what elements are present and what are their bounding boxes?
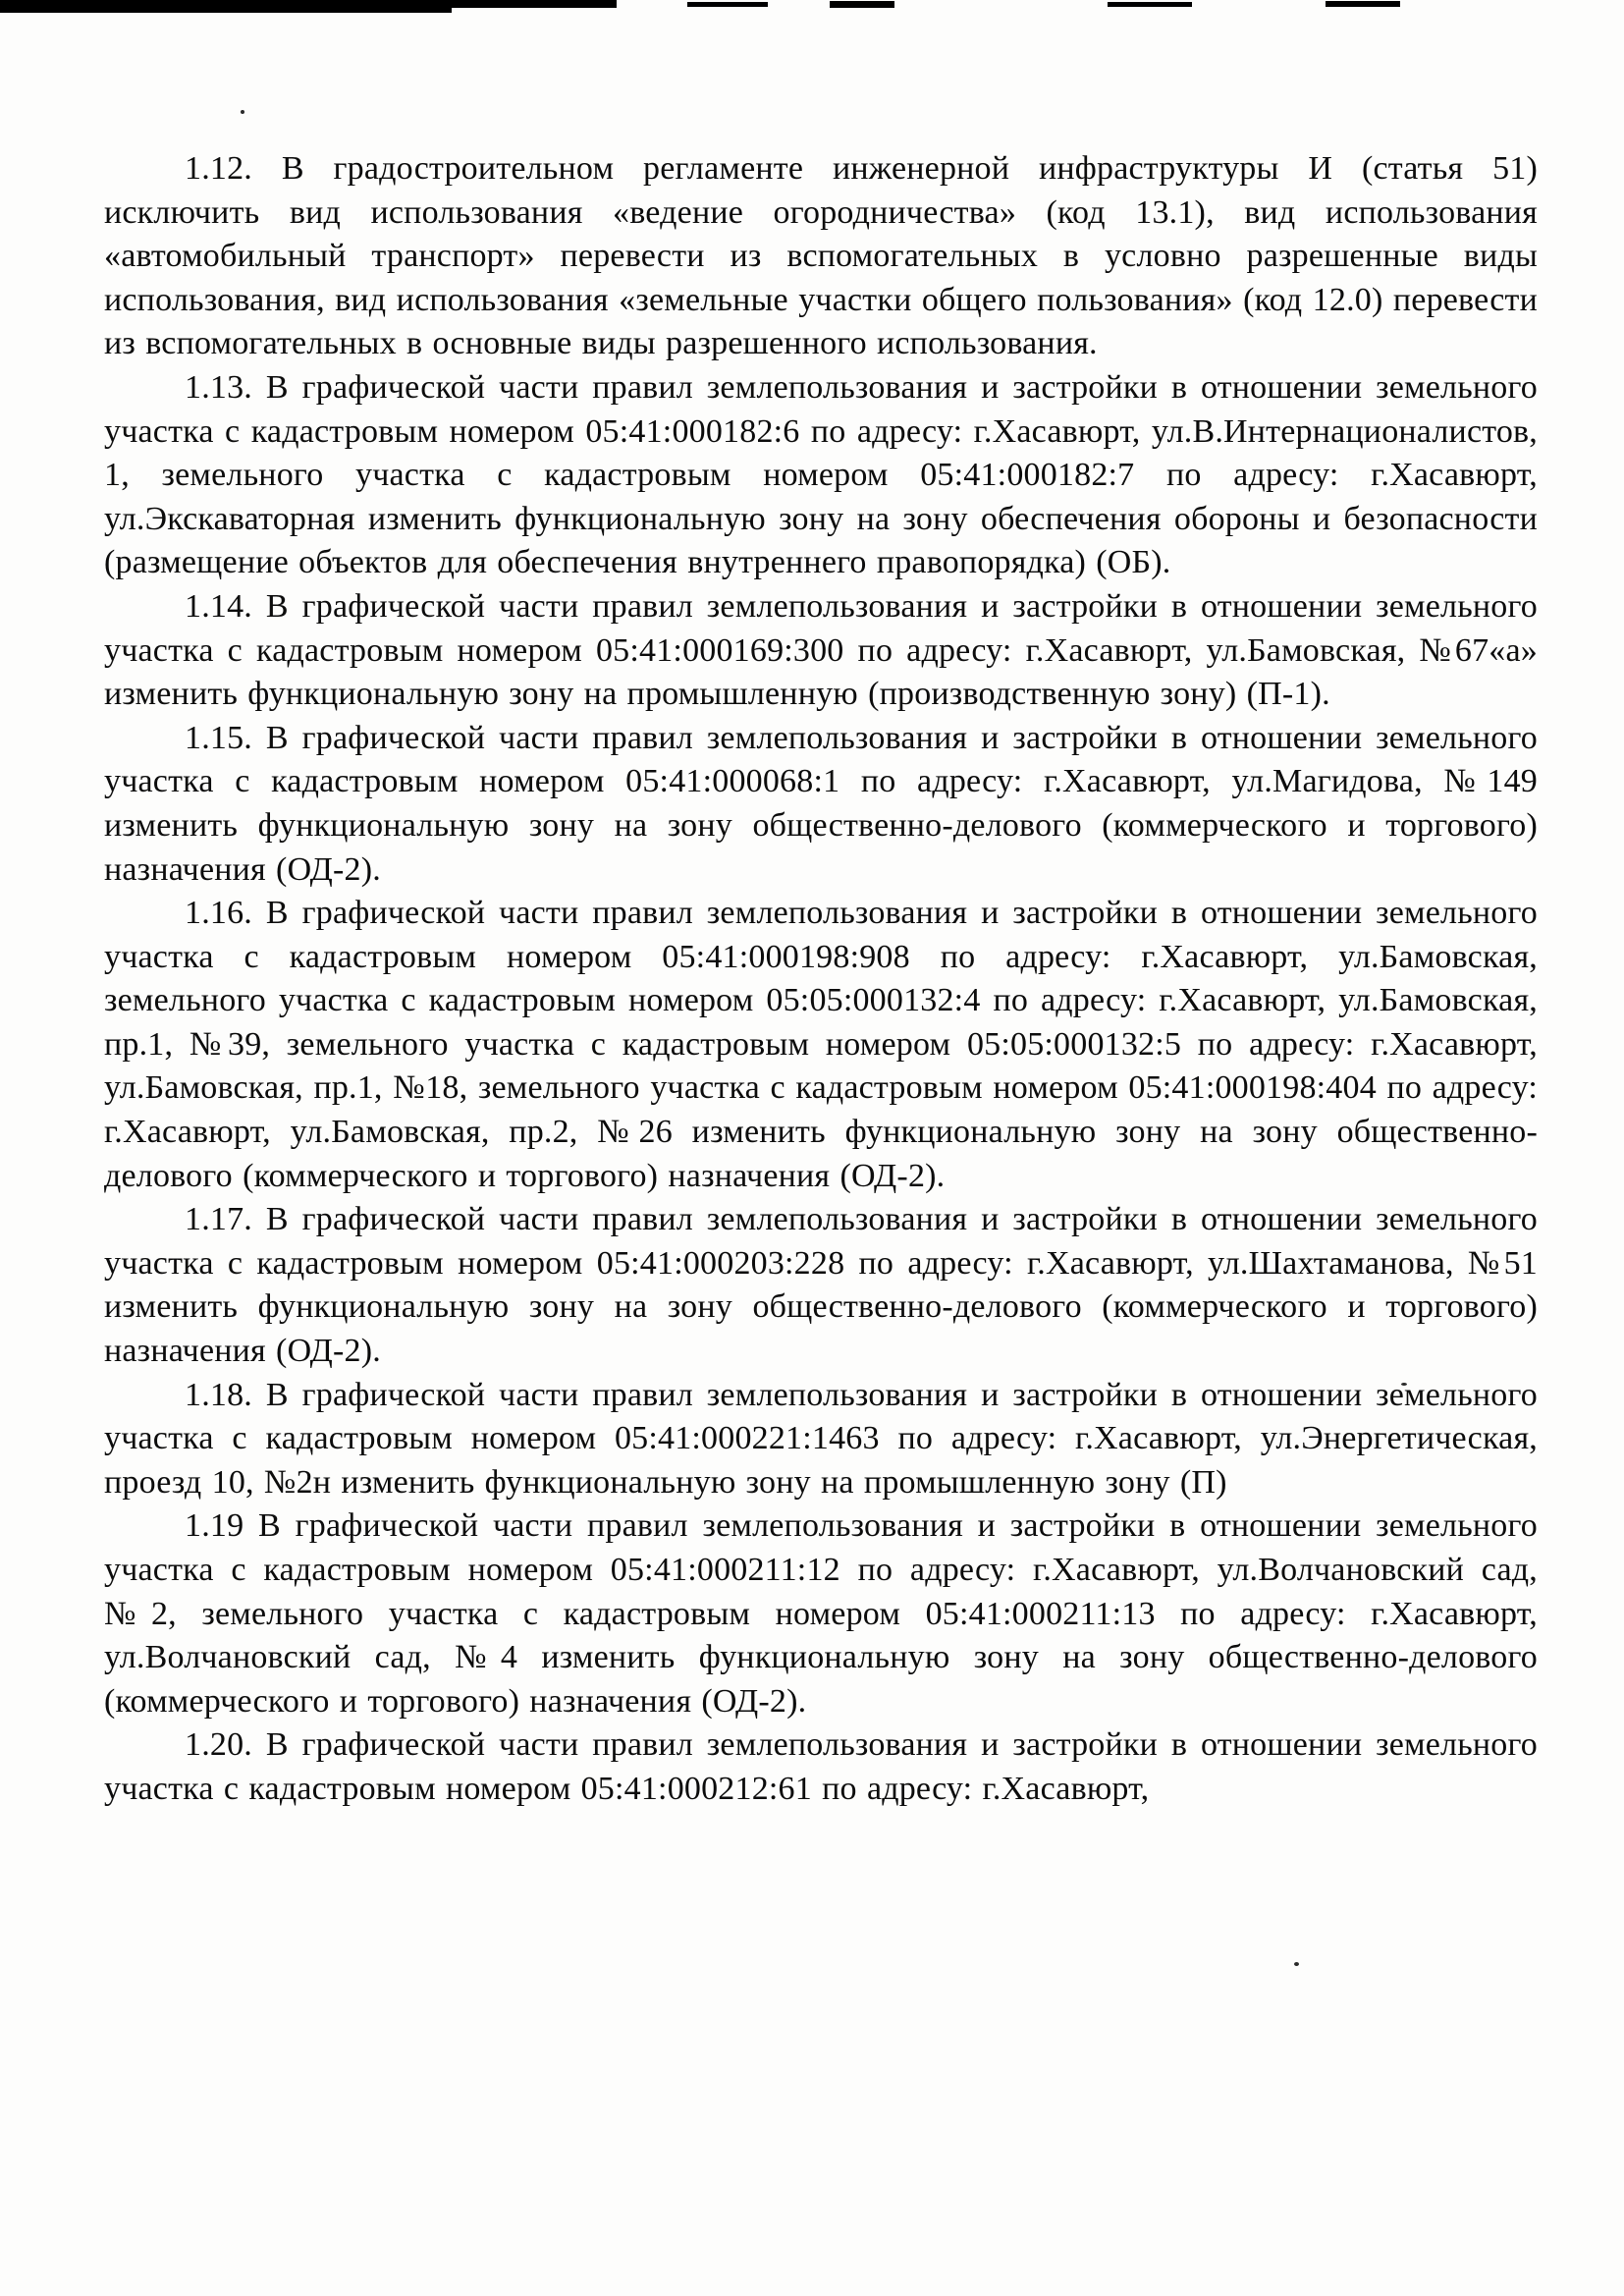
paragraph-1-13: 1.13. В графической части правил землепользования и застройки в отношении земельного участка с кадастровым номером 05:41:000182:6 по адресу: г.Хасавюрт, ул.В.Интернационалистов, 1, земельного участка с кадастровым номером 05:41:000182:7 по адресу: г.Хасавюрт, ул.Экскаваторная изменить функциональную зону на зону обеспечения обороны и безопасности (размещение объектов для обеспечения внутреннего правопорядка) (ОБ).	[104, 368, 1538, 581]
document-text-block	[104, 147, 1538, 1812]
paragraph-1-19: 1.19 В графической части правил землепользования и застройки в отношении земельного участка с кадастровым номером 05:41:000211:12 по адресу: г.Хасавюрт, ул.Волчановский сад, №2, земельного участка с кадастровым номером 05:41:000211:13 по адресу: г.Хасавюрт, ул.Волчановский сад, №4 изменить функциональную зону на зону общественно-делового (коммерческого и торгового) назначения (ОД-2).	[104, 1507, 1538, 1720]
scan-artifact-bar	[0, 0, 1624, 18]
paragraph-1-20: 1.20. В графической части правил землепользования и застройки в отношении земельного участка с кадастровым номером 05:41:000212:61 по адресу: г.Хасавюрт,	[104, 1726, 1538, 1807]
scan-artifact-segment	[452, 0, 617, 8]
paragraph-1-17: 1.17. В графической части правил землепользования и застройки в отношении земельного участка с кадастровым номером 05:41:000203:228 по адресу: г.Хасавюрт, ул.Шахтаманова, №51 изменить функциональную зону на зону общественно-делового (коммерческого и торгового) назначения (ОД-2).	[104, 1201, 1538, 1370]
scan-artifact-segment	[0, 0, 452, 13]
paragraph-1-14: 1.14. В графической части правил землепользования и застройки в отношении земельного участка с кадастровым номером 05:41:000169:300 по адресу: г.Хасавюрт, ул.Бамовская, №67«а» изменить функциональную зону на промышленную (производственную зону) (П-1).	[104, 587, 1538, 713]
paragraph-1-15: 1.15. В графической части правил землепользования и застройки в отношении земельного участка с кадастровым номером 05:41:000068:1 по адресу: г.Хасавюрт, ул.Магидова, №149 изменить функциональную зону на зону общественно-делового (коммерческого и торгового) назначения (ОД-2).	[104, 719, 1538, 888]
paragraph-1-18: 1.18. В графической части правил землепользования и застройки в отношении земельного участка с кадастровым номером 05:41:000221:1463 по адресу: г.Хасавюрт, ул.Энергетическая, проезд 10, №2н изменить функциональную зону на промышленную зону (П)	[104, 1376, 1538, 1501]
scan-artifact-segment	[1326, 1, 1400, 7]
scan-speck	[1294, 1962, 1299, 1966]
scan-artifact-segment	[687, 2, 768, 7]
scan-speck	[241, 110, 244, 114]
paragraph-1-12: 1.12. В градостроительном регламенте инженерной инфраструктуры И (статья 51) исключить вид использования «ведение огородничества» (код 13.1), вид использования «автомобильный транспорт» перевести из вспомогательных в условно разрешенные виды использования, вид использования «земельные участки общего пользования» (код 12.0) перевести из вспомогательных в основные виды разрешенного использования.	[104, 150, 1538, 362]
scan-artifact-segment	[1108, 2, 1192, 7]
paragraph-1-16: 1.16. В графической части правил землепользования и застройки в отношении земельного участка с кадастровым номером 05:41:000198:908 по адресу: г.Хасавюрт, ул.Бамовская, земельного участка с кадастровым номером 05:05:000132:4 по адресу: г.Хасавюрт, ул.Бамовская, пр.1, №39, земельного участка с кадастровым номером 05:05:000132:5 по адресу: г.Хасавюрт, ул.Бамовская, пр.1, №18, земельного участка с кадастровым номером 05:41:000198:404 по адресу: г.Хасавюрт, ул.Бамовская, пр.2, №26 изменить функциональную зону на зону общественно-делового (коммерческого и торгового) назначения (ОД-2).	[104, 895, 1538, 1194]
scan-artifact-segment	[830, 1, 894, 8]
